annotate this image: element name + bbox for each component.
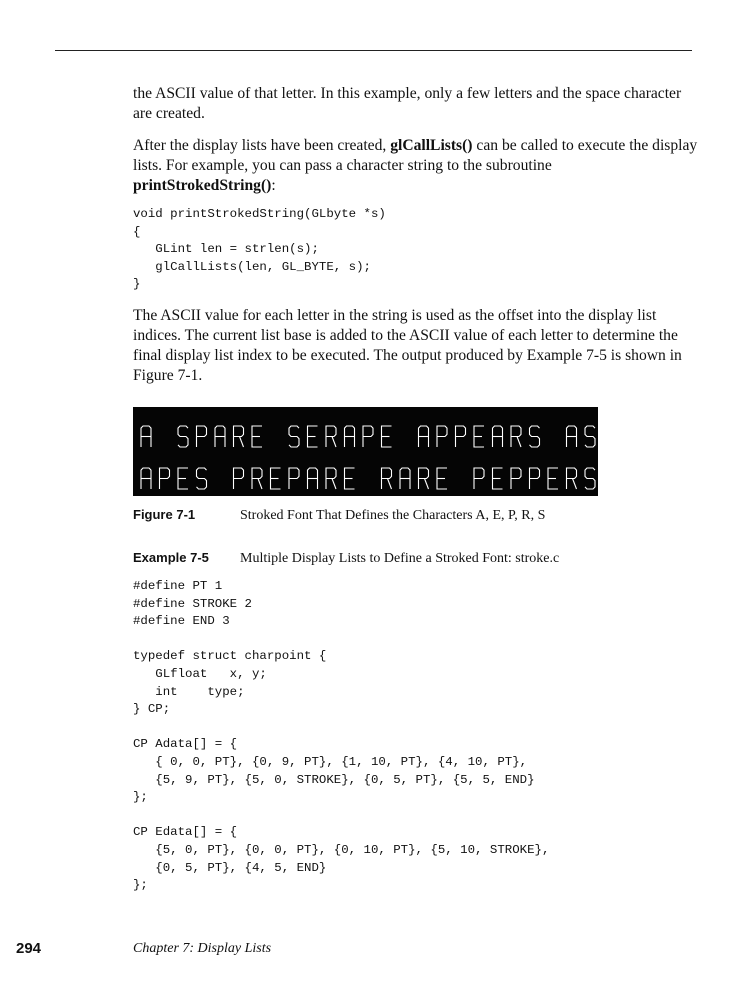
stroked-letter-e bbox=[548, 468, 558, 489]
stroked-letter-e bbox=[474, 426, 484, 447]
stroked-letter-a bbox=[567, 426, 577, 447]
paragraph-2-text-a: After the display lists have been created, bbox=[133, 137, 391, 154]
example-caption bbox=[133, 549, 559, 568]
function-printstrokedstring: printStrokedString() bbox=[133, 177, 272, 194]
stroked-letter-a bbox=[493, 426, 503, 447]
stroked-letter-p bbox=[197, 426, 207, 447]
paragraph-1: the ASCII value of that letter. In this example, only a few letters and the space character are created. bbox=[133, 85, 682, 122]
stroked-letter-e bbox=[271, 468, 281, 489]
example-label: Example 7-5 bbox=[133, 550, 209, 565]
stroked-letter-s bbox=[289, 426, 299, 447]
stroked-letter-p bbox=[160, 468, 170, 489]
stroked-letter-e bbox=[252, 426, 262, 447]
paragraph-2-text-c: can be called to execute the display lists. For example, you can pass a character string to the subroutine bbox=[133, 137, 698, 174]
figure-label: Figure 7-1 bbox=[133, 507, 196, 522]
stroked-letter-r bbox=[382, 468, 392, 489]
stroked-letter-r bbox=[511, 426, 521, 447]
stroked-letter-e bbox=[308, 426, 318, 447]
stroked-letter-p bbox=[289, 468, 299, 489]
paragraph-2 bbox=[133, 136, 698, 196]
figure-caption bbox=[133, 506, 545, 525]
stroked-letter-p bbox=[511, 468, 521, 489]
stroked-letter-p bbox=[530, 468, 540, 489]
function-glcalllists: glCallLists() bbox=[390, 137, 473, 154]
example-caption-text: Multiple Display Lists to Define a Stroked Font: stroke.c bbox=[240, 551, 560, 566]
stroked-letter-s bbox=[530, 426, 540, 447]
stroked-letter-r bbox=[252, 468, 262, 489]
stroked-letter-p bbox=[456, 426, 466, 447]
stroked-letter-e bbox=[493, 468, 503, 489]
stroked-letter-a bbox=[215, 426, 225, 447]
page-body bbox=[133, 84, 698, 398]
chapter-running-footer: Chapter 7: Display Lists bbox=[133, 941, 272, 956]
stroked-letter-p bbox=[234, 468, 244, 489]
stroked-letter-r bbox=[419, 468, 429, 489]
stroked-letter-a bbox=[345, 426, 355, 447]
header-rule bbox=[55, 50, 692, 51]
code-listing-1: void printStrokedString(GLbyte *s) { GLint len = strlen(s); glCallLists(len, GL_BYTE, s); } bbox=[133, 207, 386, 292]
figure-caption-text: Stroked Font That Defines the Characters A, E, P, R, S bbox=[240, 508, 546, 523]
stroked-letter-r bbox=[326, 426, 336, 447]
stroked-letter-e bbox=[382, 426, 392, 447]
stroked-letter-s bbox=[585, 468, 595, 489]
stroked-letter-p bbox=[474, 468, 484, 489]
stroked-letter-p bbox=[363, 426, 373, 447]
stroked-letter-a bbox=[308, 468, 318, 489]
code-listing-2: #define PT 1 #define STROKE 2 #define END 3 typedef struct charpoint { GLfloat x, y; int type; } CP; CP Adata[] = { { 0, 0, PT}, {0, 9, PT}, {1, 10, PT}, {4, 10, PT}, {5, 9, PT}, {5, 0, STROKE}, {0, 5, PT}, {5, 5, END} }; CP Edata[] = { {5, 0, PT}, {0, 0, PT}, {0, 10, PT}, {5, 10, STROKE}, {0, 5, PT}, {4, 5, END} }; bbox=[133, 579, 550, 893]
stroked-letter-r bbox=[567, 468, 577, 489]
stroked-letter-a bbox=[141, 426, 151, 447]
paragraph-2-text-e: : bbox=[271, 177, 276, 194]
figure-stroked-font bbox=[133, 407, 598, 496]
stroked-letter-e bbox=[178, 468, 188, 489]
stroked-letter-s bbox=[178, 426, 188, 447]
stroked-font-rendering bbox=[133, 407, 598, 496]
stroked-letter-e bbox=[437, 468, 447, 489]
page-number: 294 bbox=[16, 940, 42, 957]
stroked-letter-s bbox=[585, 426, 595, 447]
stroked-letter-e bbox=[345, 468, 355, 489]
stroked-letter-r bbox=[234, 426, 244, 447]
stroked-letter-p bbox=[437, 426, 447, 447]
stroked-letter-a bbox=[141, 468, 151, 489]
stroked-letter-a bbox=[400, 468, 410, 489]
stroked-letter-r bbox=[326, 468, 336, 489]
stroked-letter-a bbox=[419, 426, 429, 447]
paragraph-3: The ASCII value for each letter in the string is used as the offset into the display list indices. The current list base is added to the ASCII value of each letter to determine the final display list index to be executed. The output produced by Example 7-5 is shown in Figure 7-1. bbox=[133, 306, 682, 384]
stroked-letter-s bbox=[197, 468, 207, 489]
